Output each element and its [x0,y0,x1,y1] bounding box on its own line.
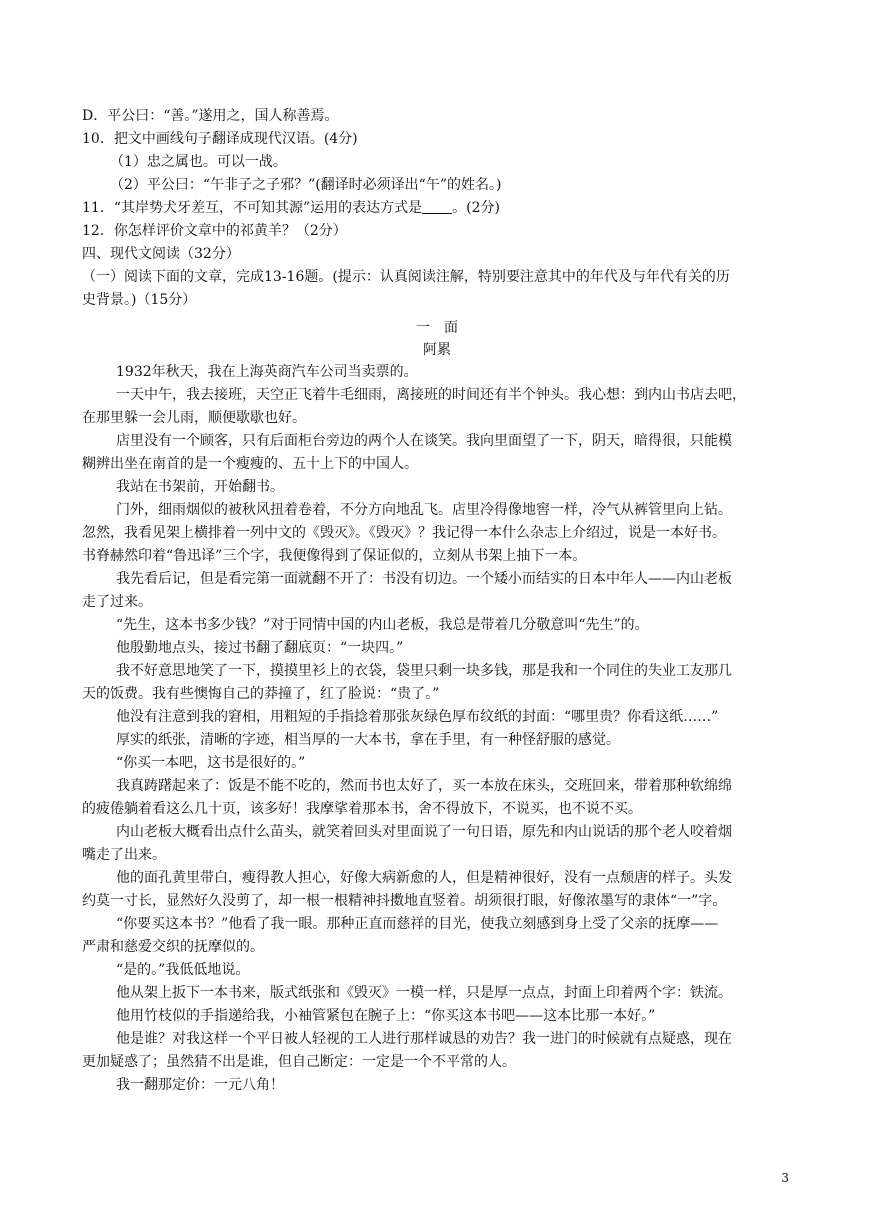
paragraph-line: 厚实的纸张，清晰的字迹，相当厚的一大本书，拿在手里，有一种怪舒服的感觉。 [116,732,620,748]
paragraph-line: 一天中午，我去接班，天空正飞着牛毛细雨，离接班的时间还有半个钟头。我心想：到内山书店去吧， [116,387,746,403]
paragraph-line: 糊辨出坐在南首的是一个瘦瘦的、五十上下的中国人。 [82,456,418,472]
question-10-item-1: （1）忠之属也。可以一战。 [110,154,287,170]
option-d-line: D．平公曰：“善。”遂用之，国人称善焉。 [82,108,339,124]
paragraph-line: 嘴走了出来。 [82,847,166,863]
paragraph-line: 他没有注意到我的窘相，用粗短的手指捻着那张灰绿色厚布纹纸的封面：“哪里贵？你看这纸……” [116,709,719,725]
question-12: 12．你怎样评价文章中的祁黄羊？（2分） [82,223,347,239]
question-11-score: 。(2分) [452,200,500,216]
question-11-text: 11．“其岸势犬牙差互，不可知其源”运用的表达方式是 [82,200,423,216]
paragraph-line: 内山老板大概看出点什么苗头，就笑着回头对里面说了一句日语，原先和内山说话的那个老人咬着烟 [116,824,732,840]
paragraph-line: “是的。”我低低地说。 [116,962,250,978]
paragraph-line: 在那里躲一会儿雨，顺便歇歇也好。 [82,410,306,426]
paragraph-line: 他从架上扳下一本书来，版式纸张和《毁灭》一模一样，只是厚一点点，封面上印着两个字：铁流。 [116,985,732,1001]
question-11 [82,198,792,218]
paragraph-line: 的疲倦躺着看这么几十页，该多好！我摩挲着那本书，舍不得放下，不说买，也不说不买。 [82,801,642,817]
section-heading: 四、现代文阅读（32分） [82,246,240,262]
paragraph-line: 店里没有一个顾客，只有后面柜台旁边的两个人在谈笑。我向里面望了一下，阴天，暗得很，只能模 [116,433,732,449]
paragraph-line: 他是谁？对我这样一个平日被人轻视的工人进行那样诚恳的劝告？我一进门的时候就有点疑惑，现在 [116,1031,732,1047]
article-title: 一 面 [416,320,458,336]
paragraph-line: 约莫一寸长，显然好久没剪了，却一根一根精神抖擞地直竖着。胡须很打眼，好像浓墨写的隶体“一”字。 [82,893,727,909]
paragraph-line: 走了过来。 [82,594,152,610]
answer-blank [422,199,452,214]
paragraph-line: 天的饭费。我有些懊悔自己的莽撞了，红了脸说：“贵了。” [82,686,440,702]
page-number: 3 [781,1171,789,1185]
paragraph-line: “你买一本吧，这书是很好的。” [116,755,306,771]
paragraph-line: “你要买这本书？”他看了我一眼。那种正直而慈祥的目光，使我立刻感到身上受了父亲的抚摩—— [116,916,719,932]
article-author: 阿累 [423,342,451,358]
paragraph-line: 他的面孔黄里带白，瘦得教人担心，好像大病新愈的人，但是精神很好，没有一点颓唐的样子。头发 [116,870,732,886]
paragraph-line: 他殷勤地点头，接过书翻了翻底页：“一块四。” [116,640,404,656]
paragraph-line: 我真踌躇起来了：饭是不能不吃的，然而书也太好了，买一本放在床头，交班回来，带着那种软绵绵 [116,778,732,794]
paragraph-line: 我站在书架前，开始翻书。 [116,479,284,495]
reading-instruction: （一）阅读下面的文章，完成13-16题。(提示：认真阅读注解，特别要注意其中的年代及与年代有关的历 [82,269,730,285]
question-10-item-2: （2）平公曰：“午非子之子邪？”(翻译时必须译出“午”的姓名。) [110,177,502,193]
reading-instruction-cont: 史背景。)（15分） [82,292,197,308]
paragraph-line: 1932年秋天，我在上海英商汽车公司当卖票的。 [116,364,418,380]
question-10: 10．把文中画线句子翻译成现代汉语。(4分) [82,131,358,147]
paragraph-line: 他用竹枝似的手指递给我，小袖管紧包在腕子上：“你买这本书吧——这本比那一本好。” [116,1008,656,1024]
paragraph-line: 我不好意思地笑了一下，摸摸里衫上的衣袋，袋里只剩一块多钱，那是我和一个同住的失业工友那几 [116,663,732,679]
paragraph-line: 严肃和慈爱交织的抚摩似的。 [82,939,264,955]
paragraph-line: 书脊赫然印着“鲁迅译”三个字，我便像得到了保证似的，立刻从书架上抽下一本。 [82,548,587,564]
paragraph-line: 门外，细雨烟似的被秋风扭着卷着，不分方向地乱飞。店里冷得像地窖一样，冷气从裤管里向上钻。 [116,502,732,518]
paragraph-line: 我先看后记，但是看完第一面就翻不开了：书没有切边。一个矮小而结实的日本中年人——内山老板 [116,571,732,587]
paragraph-line: 我一翻那定价：一元八角！ [116,1077,284,1093]
paragraph-line: 更加疑惑了；虽然猜不出是谁，但自己断定：一定是一个不平常的人。 [82,1054,516,1070]
paragraph-line: 忽然，我看见架上横排着一列中文的《毁灭》。《毁灭》？我记得一本什么杂志上介绍过，说是一本好书。 [82,525,726,541]
paragraph-line: “先生，这本书多少钱？”对于同情中国的内山老板，我总是带着几分敬意叫“先生”的。 [116,617,649,633]
